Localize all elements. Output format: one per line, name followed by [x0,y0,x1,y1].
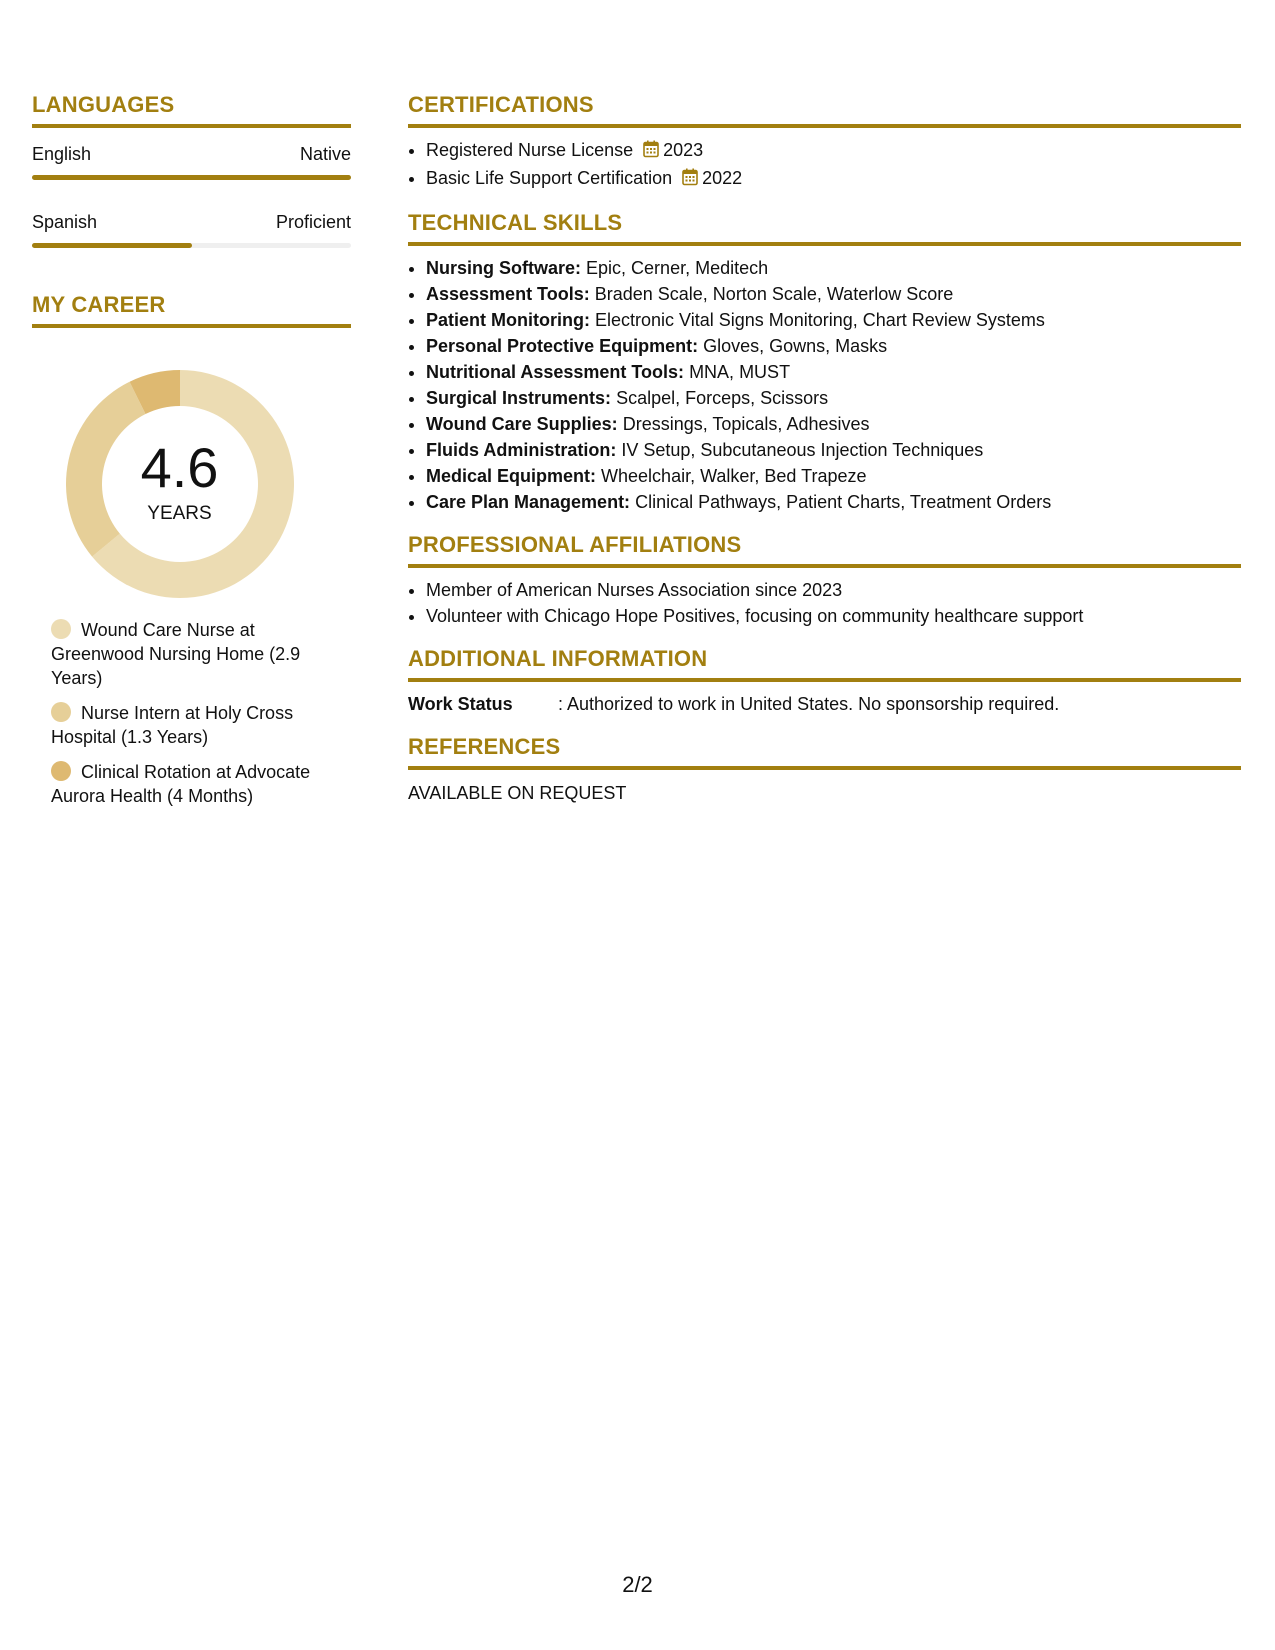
skill-category: Assessment Tools: [426,284,590,304]
technical-skills-section [408,210,1241,515]
affiliations-title: PROFESSIONAL AFFILIATIONS [408,532,1241,568]
legend-dot-icon [51,619,71,639]
skill-values: Dressings, Topicals, Adhesives [622,414,870,434]
left-column [32,92,351,819]
affiliation-item: • Volunteer with Chicago Hope Positives, focusing on community healthcare support [426,603,1241,629]
skill-item [426,385,1241,411]
career-legend-label: Clinical Rotation at Advocate Aurora Health (4 Months) [51,762,311,806]
career-title: MY CAREER [32,292,351,328]
skill-category: Nursing Software: [426,258,582,278]
legend-dot-icon [51,761,71,781]
skill-item [426,255,1241,281]
skill-category: Surgical Instruments: [426,388,612,408]
skill-values: Electronic Vital Signs Monitoring, Chart Review Systems [595,310,1045,330]
skill-values: MNA, MUST [689,362,791,382]
certifications-section [408,92,1241,193]
skill-item [426,333,1241,359]
certification-year: 2023 [663,140,704,160]
language-proficiency-fill [32,243,192,248]
career-legend-item [51,701,331,749]
language-level: Proficient [275,212,351,232]
skill-category: Patient Monitoring: [426,310,590,330]
languages-list [32,142,351,248]
right-column [408,92,1241,823]
references-text: AVAILABLE ON REQUEST [408,783,627,803]
additional-info-section [408,646,1241,717]
additional-info-title: ADDITIONAL INFORMATION [408,646,1241,682]
certifications-list [408,137,1241,193]
language-row [32,142,351,166]
languages-title: LANGUAGES [32,92,351,128]
affiliation-item: • Member of American Nurses Association since 2023 [426,577,1241,603]
skill-item [426,307,1241,333]
skill-item [426,411,1241,437]
career-donut-chart [32,348,351,608]
work-status-label: Work Status [408,694,513,714]
skill-values: Wheelchair, Walker, Bed Trapeze [601,466,867,486]
career-legend-label: Wound Care Nurse at Greenwood Nursing Home (2.9 Years) [51,620,301,688]
skill-item [426,281,1241,307]
skill-item [426,463,1241,489]
references-title: REFERENCES [408,734,1241,770]
certification-year: 2022 [702,168,743,188]
skill-category: Personal Protective Equipment: [426,336,699,356]
skill-item [426,437,1241,463]
skill-category: Fluids Administration: [426,440,617,460]
skill-values: Epic, Cerner, Meditech [586,258,769,278]
skill-values: Gloves, Gowns, Masks [703,336,888,356]
skill-category: Wound Care Supplies: [426,414,618,434]
language-item [32,210,351,248]
career-total-unit: YEARS [147,503,212,524]
skill-category: Care Plan Management: [426,492,631,512]
language-row [32,210,351,234]
skill-category: Nutritional Assessment Tools: [426,362,685,382]
language-proficiency-bar [32,175,351,180]
skill-values: Clinical Pathways, Patient Charts, Treatment Orders [635,492,1052,512]
skill-values: IV Setup, Subcutaneous Injection Techniques [621,440,984,460]
affiliations-list [408,577,1241,629]
page-number: 2/2 [622,1572,653,1597]
technical-skills-title: TECHNICAL SKILLS [408,210,1241,246]
language-proficiency-fill [32,175,351,180]
certification-name: Basic Life Support Certification [426,168,673,188]
legend-dot-icon [51,702,71,722]
certifications-title: CERTIFICATIONS [408,92,1241,128]
language-level: Native [299,144,351,164]
language-item [32,142,351,180]
work-status-value: : Authorized to work in United States. No sponsorship required. [558,694,1060,714]
language-proficiency-bar [32,243,351,248]
calendar-icon [682,167,698,193]
career-legend-item [51,760,331,808]
skill-values: Scalpel, Forceps, Scissors [616,388,829,408]
certification-item [426,137,1241,165]
references-section [408,734,1241,806]
career-total-value: 4.6 [140,436,219,499]
skill-category: Medical Equipment: [426,466,597,486]
skill-item [426,489,1241,515]
technical-skills-list [408,255,1241,515]
certification-item [426,165,1241,193]
calendar-icon [643,139,659,165]
work-status-row [408,691,1241,717]
language-name: English [32,144,92,164]
career-legend [32,618,351,808]
career-legend-label: Nurse Intern at Holy Cross Hospital (1.3 Years) [51,703,294,747]
career-legend-item [51,618,331,690]
language-name: Spanish [32,212,98,232]
skill-item [426,359,1241,385]
certification-name: Registered Nurse License [426,140,634,160]
skill-values: Braden Scale, Norton Scale, Waterlow Score [594,284,954,304]
affiliations-section [408,532,1241,629]
